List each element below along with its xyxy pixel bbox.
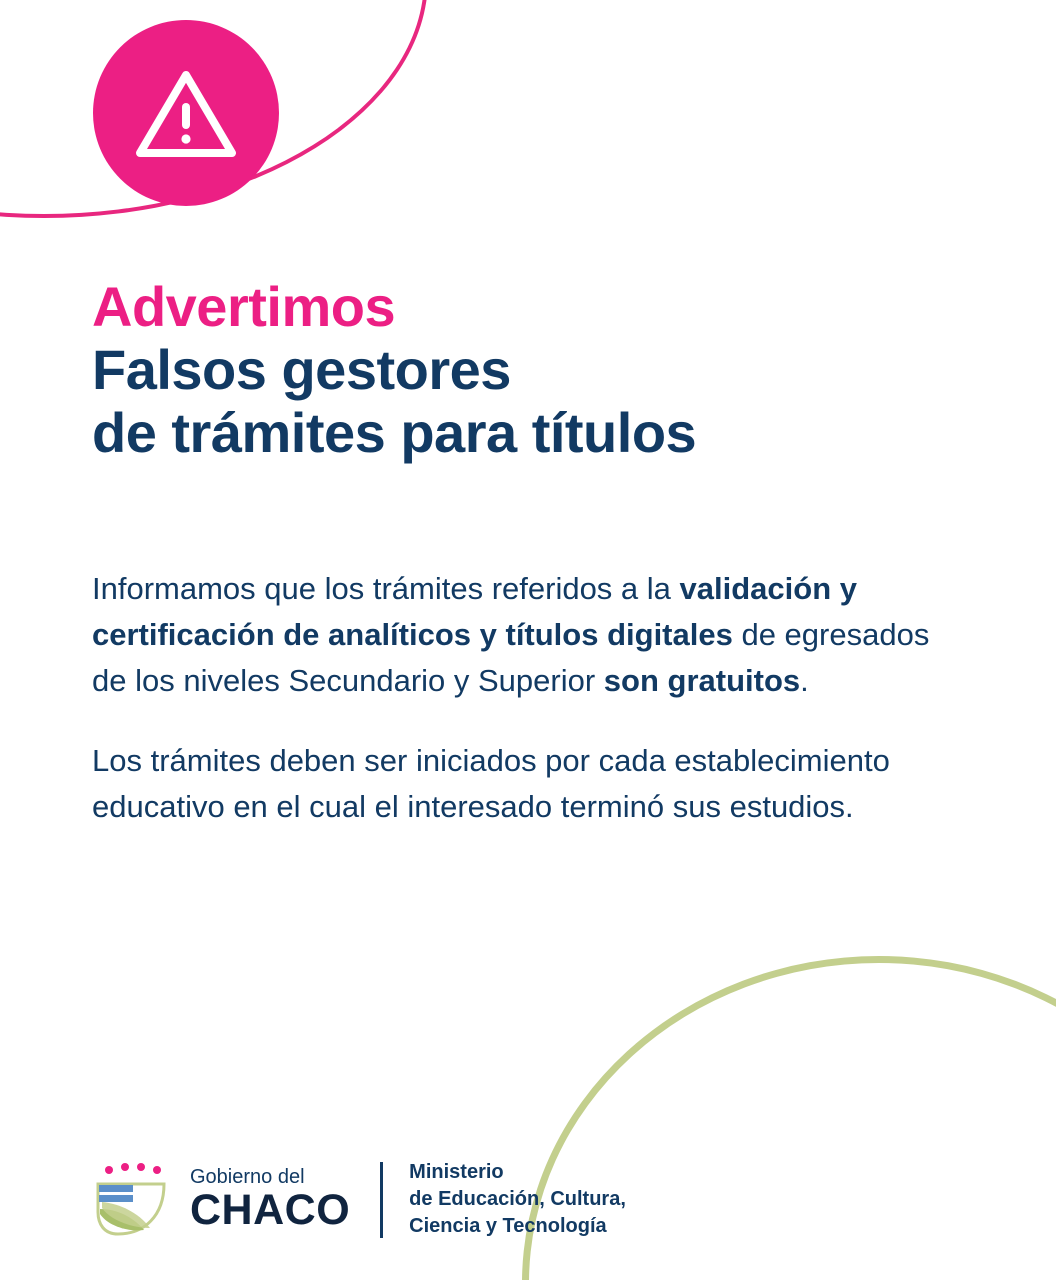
paragraph-one-part3: . — [800, 662, 809, 698]
headline-line-3: de trámites para títulos — [92, 400, 697, 464]
paragraph-one — [92, 566, 952, 704]
warning-badge — [93, 20, 279, 206]
logo-divider — [380, 1162, 383, 1238]
gobierno-del-chaco-logo — [92, 1162, 350, 1238]
paragraph-one-part1: Informamos que los trámites referidos a la — [92, 571, 680, 606]
footer-logos — [92, 1159, 626, 1240]
ministry-line-2: de Educación, Cultura, — [409, 1188, 626, 1210]
ministry-block — [409, 1159, 626, 1240]
body-copy — [92, 566, 972, 829]
chaco-emblem-icon — [92, 1162, 178, 1238]
page-title — [92, 275, 697, 464]
headline-highlight: Advertimos — [92, 275, 396, 338]
warning-triangle-icon — [132, 65, 240, 161]
paragraph-one-part2: de egresados de los niveles Secundario y Superior — [92, 616, 930, 698]
paragraph-one-bold1: validación y certificación de analíticos y títulos digitales — [92, 571, 857, 652]
headline-line-2: Falsos gestores — [92, 337, 511, 401]
gov-wordmark — [190, 1167, 350, 1232]
ministry-line-1: Ministerio — [409, 1161, 504, 1183]
ministry-line-3: Ciencia y Tecnología — [409, 1215, 607, 1237]
paragraph-two: Los trámites deben ser iniciados por cada establecimiento educativo en el cual el interesado terminó sus estudios. — [92, 742, 890, 824]
gov-big-text: CHACO — [190, 1186, 351, 1234]
paragraph-one-bold2: son gratuitos — [603, 662, 801, 698]
gov-small-text: Gobierno del — [190, 1166, 305, 1188]
